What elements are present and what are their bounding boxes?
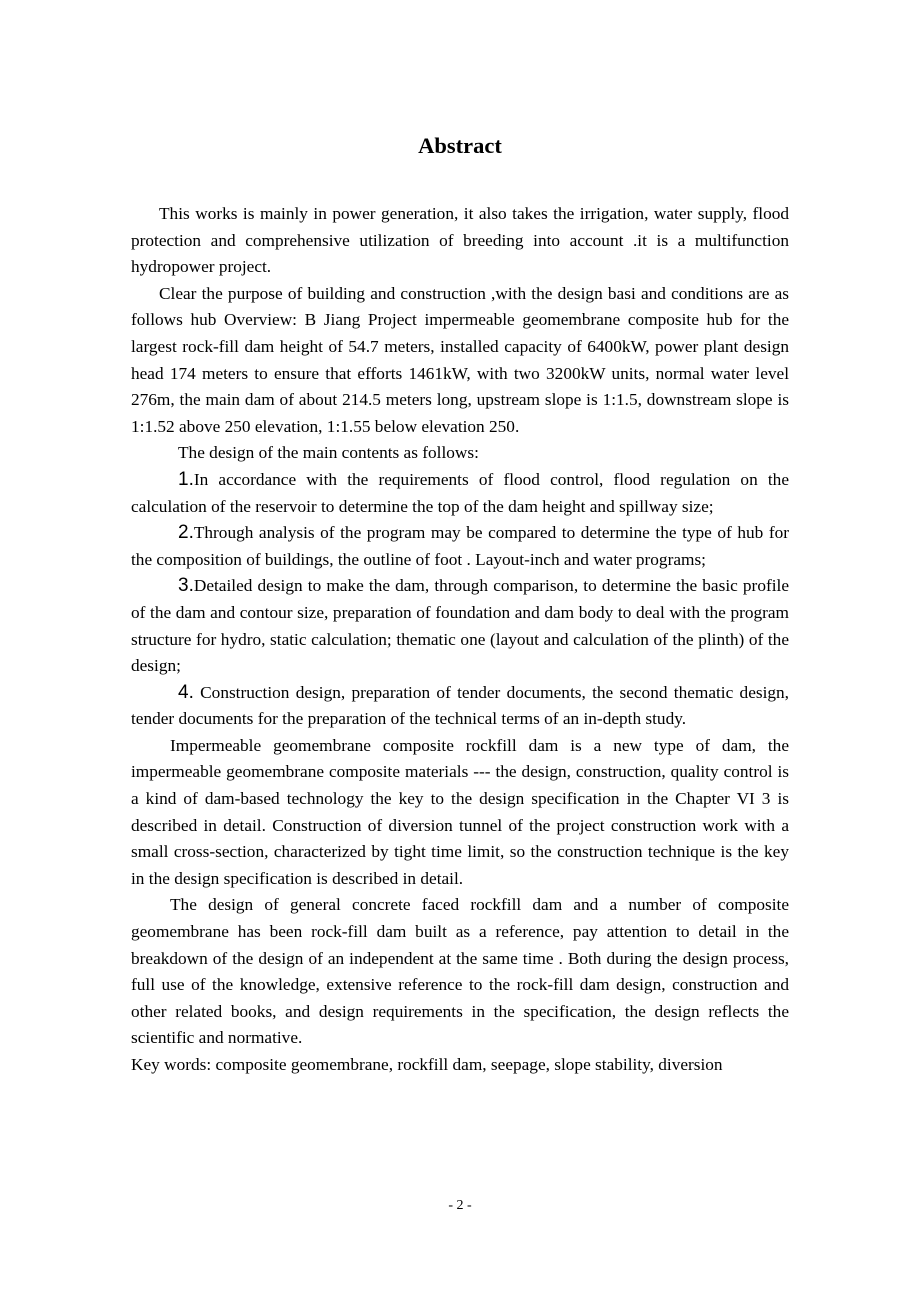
list-item-text: Detailed design to make the dam, through comparison, to determine the basic profile of the dam and contour size, preparation of foundation and dam body to deal with the program structure for hydro, static calculation; thematic one (layout and calculation of the plinth) of the design; — [131, 576, 789, 676]
paragraph-geomembrane: Impermeable geomembrane composite rockfill dam is a new type of dam, the impermeable geomembrane composite materials --- the design, construction, quality control is a kind of dam-based technology the key to the design specification in the Chapter VI 3 is described in detail. Construction of diversion tunnel of the project construction work with a small cross-section, characterized by tight time limit, so the construction technique is the key in the design specification is described in detail. — [131, 735, 789, 888]
abstract-body — [131, 201, 789, 1079]
list-item — [131, 467, 789, 520]
list-item-text: Construction design, preparation of tender documents, the second thematic design, tender documents for the preparation of the technical terms of an in-depth study. — [131, 682, 789, 729]
list-item — [131, 573, 789, 679]
keywords-line: Key words: composite geomembrane, rockfill dam, seepage, slope stability, diversion — [131, 1055, 723, 1074]
list-item-text: Through analysis of the program may be compared to determine the type of hub for the composition of buildings, the outline of foot . Layout-inch and water programs; — [131, 523, 789, 569]
list-item-number: 2. — [178, 522, 194, 544]
list-item — [131, 520, 789, 573]
list-item-text: In accordance with the requirements of flood control, flood regulation on the calculation of the reservoir to determine the top of the dam height and spillway size; — [131, 469, 789, 516]
paragraph-overview: This works is mainly in power generation, it also takes the irrigation, water supply, flood protection and comprehensive utilization of breeding into account .it is a multifunction hydropower project. — [131, 204, 789, 277]
page-title: Abstract — [418, 133, 502, 158]
paragraph-contents-intro: The design of the main contents as follows: — [178, 443, 479, 463]
list-item-number: 4. — [178, 681, 194, 703]
list-item — [131, 680, 789, 733]
list-item-number: 3. — [178, 575, 194, 597]
list-item-number: 1. — [178, 468, 194, 490]
paragraph-reference: The design of general concrete faced rockfill dam and a number of composite geomembrane has been rock-fill dam built as a reference, pay attention to detail in the breakdown of the design of an independent at the same time . Both during the design process, full use of the knowledge, extensive reference to the rock-fill dam design, construction and other related books, and design requirements in the specification, the design reflects the scientific and normative. — [131, 895, 789, 1048]
paragraph-purpose: Clear the purpose of building and construction ,with the design basi and conditions are as follows hub Overview: B Jiang Project impermeable geomembrane composite hub for the largest rock-fill dam height of 54.7 meters, installed capacity of 6400kW, power plant design head 174 meters to ensure that efforts 1461kW, with two 3200kW units, normal water level 276m, the main dam of about 214.5 meters long, upstream slope is 1:1.5, downstream slope is 1:1.52 above 250 elevation, 1:1.55 below elevation 250. — [131, 283, 789, 436]
page-number: - 2 - — [448, 1198, 472, 1213]
